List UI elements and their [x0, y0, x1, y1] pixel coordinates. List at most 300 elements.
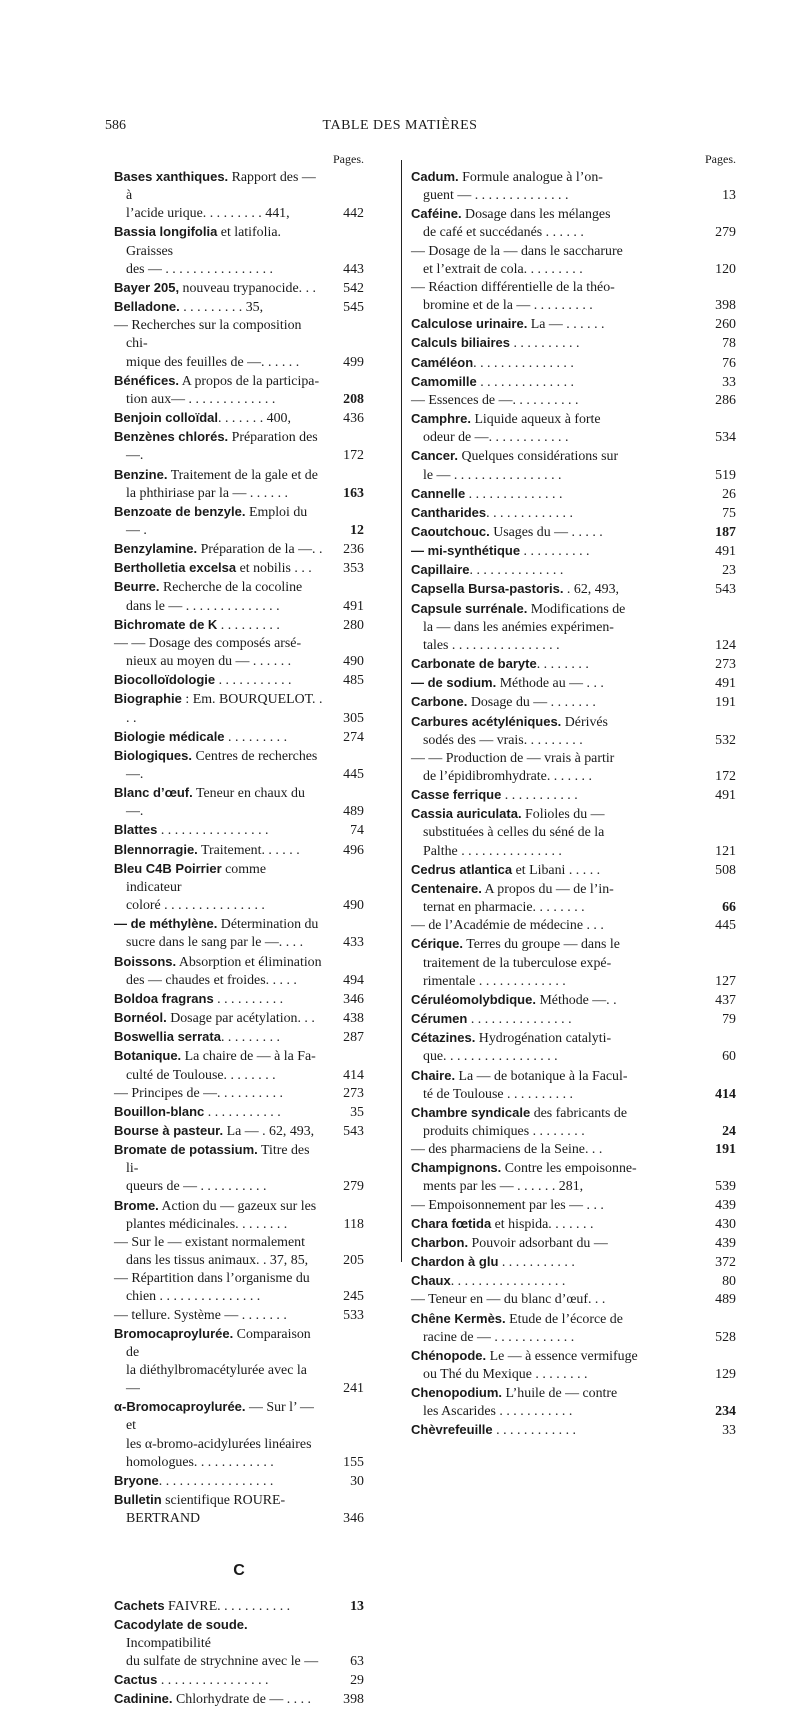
entry-text	[114, 559, 324, 578]
entry-page-number: 496	[343, 842, 364, 858]
entry-page-number: 208	[343, 391, 364, 407]
entry-description: Quelques considérations sur le — . . . . . . . . . . . . . . . .	[423, 449, 619, 483]
entry-headword: Boldoa fragrans	[114, 990, 214, 1006]
entry-page-number: 346	[343, 991, 364, 1007]
entry-headword: Biocolloïdologie	[114, 672, 216, 688]
entry-text	[114, 1491, 324, 1528]
entry-page-number: 74	[350, 823, 364, 839]
entry-page-number: 489	[343, 804, 364, 820]
entry-text	[411, 1010, 696, 1029]
index-entry	[411, 935, 736, 990]
index-entry	[114, 860, 364, 915]
entry-page-number: 280	[343, 617, 364, 633]
entry-headword: Bases xanthiques.	[114, 169, 229, 184]
entry-text	[411, 750, 696, 786]
index-entry	[114, 690, 364, 727]
entry-page-number: 241	[343, 1381, 364, 1397]
entry-text	[114, 223, 324, 278]
entry-text	[114, 1047, 324, 1084]
entry-description: . . . . . . . . .	[224, 729, 288, 745]
entry-headword: — de méthylène.	[114, 916, 218, 932]
entry-text	[411, 1234, 696, 1253]
index-entry	[411, 880, 736, 917]
entry-description: Dosage du — . . . . . . .	[467, 695, 596, 711]
entry-headword: Cacodylate de soude.	[114, 1616, 248, 1632]
entry-headword: Capillaire	[411, 562, 470, 578]
entry-headword: Chénopode.	[411, 1347, 487, 1363]
entry-text	[411, 917, 696, 935]
entry-headword: Boissons.	[114, 953, 177, 969]
entry-description: La — . 62, 493,	[223, 1123, 315, 1139]
entry-page-number: 414	[343, 1067, 364, 1083]
entry-page-number: 172	[715, 769, 736, 784]
index-entry	[114, 1197, 364, 1234]
entry-headword: Calculose urinaire.	[411, 316, 528, 332]
entry-page-number: 490	[343, 654, 364, 670]
entry-text	[114, 372, 324, 409]
entry-text	[114, 635, 324, 671]
entry-headword: Benzoate de benzyle.	[114, 503, 246, 519]
entry-headword: Belladone.	[114, 299, 180, 315]
entry-headword: Boswellia serrata	[114, 1029, 221, 1045]
entry-page-number: 245	[343, 1289, 364, 1305]
entry-description: Etude de l’écorce de racine de — . . . . . . . . . . . .	[423, 1311, 623, 1345]
index-entry	[114, 1491, 364, 1528]
entry-page-number: 163	[343, 485, 364, 501]
entry-headword: Bourse à pasteur.	[114, 1122, 224, 1138]
entry-text	[411, 991, 696, 1010]
entry-page-number: 23	[722, 563, 736, 579]
entry-page-number: 30	[350, 1473, 364, 1489]
entry-page-number: 439	[715, 1197, 736, 1213]
entries-b	[114, 168, 364, 1528]
index-entry	[114, 671, 364, 690]
entry-description: . . . . . . . . . . . . . . . . .	[158, 1473, 274, 1489]
index-entry	[114, 784, 364, 821]
entry-text	[114, 747, 324, 784]
index-entry	[114, 1009, 364, 1028]
entry-page-number: 79	[722, 1012, 736, 1028]
entry-text	[114, 860, 324, 915]
entry-description: — Empoisonnement par les — . . .	[411, 1197, 604, 1213]
entry-page-number: 437	[715, 992, 736, 1008]
entry-text	[411, 1141, 696, 1159]
entry-description: Pouvoir adsorbant du —	[468, 1235, 608, 1251]
entry-text	[114, 690, 324, 727]
entry-page-number: 279	[715, 225, 736, 241]
entry-page-number: 66	[722, 900, 736, 916]
index-entry	[114, 1671, 364, 1690]
entry-description: — Réaction différentielle de la théo- bromine et de la — . . . . . . . . .	[411, 279, 615, 314]
entry-page-number: 542	[343, 280, 364, 296]
entry-headword: Cannelle	[411, 485, 466, 501]
index-entry	[114, 953, 364, 990]
entry-page-number: 442	[343, 206, 364, 222]
entry-text	[411, 655, 696, 674]
entry-headword: Cachets	[114, 1597, 165, 1613]
entry-description: Contre les empoisonne- ments par les — . . . . . . 281,	[423, 1161, 637, 1195]
index-entry	[411, 693, 736, 712]
pages-label: Pages.	[705, 152, 736, 166]
entry-page-number: 80	[722, 1274, 736, 1290]
entry-headword: Blanc d’œuf.	[114, 785, 193, 801]
entry-text	[114, 821, 324, 840]
entry-page-number: 29	[350, 1673, 364, 1689]
entry-page-number: 274	[343, 729, 364, 745]
entry-headword: Carbonate de baryte	[411, 656, 537, 672]
index-entry	[411, 542, 736, 561]
index-entry	[114, 841, 364, 860]
left-column	[114, 150, 364, 1710]
entry-text	[411, 243, 696, 279]
entry-headword: Cérumen	[411, 1011, 468, 1027]
index-entry	[114, 317, 364, 371]
entry-text	[114, 1141, 324, 1196]
entry-text	[114, 168, 324, 223]
entry-text	[411, 935, 696, 990]
entry-page-number: 414	[715, 1086, 736, 1102]
entry-text	[411, 880, 696, 917]
index-entry	[114, 559, 364, 578]
entry-description: La chaire de — à la Fa- culté de Toulouse. . . . . . . .	[126, 1049, 316, 1083]
entry-description: — Principes de —. . . . . . . . . .	[114, 1085, 283, 1101]
entry-text	[114, 784, 324, 821]
entry-page-number: 35	[350, 1104, 364, 1120]
entry-text	[411, 1215, 696, 1234]
entry-headword: Camphre.	[411, 411, 471, 427]
entry-page-number: 120	[715, 261, 736, 277]
entry-text	[114, 466, 324, 503]
entry-headword: Camomille	[411, 373, 477, 389]
entry-text	[411, 205, 696, 242]
index-entry	[411, 805, 736, 860]
entry-page-number: 485	[343, 673, 364, 689]
entry-page-number: 499	[343, 354, 364, 370]
entry-description: A propos de la participa- tion aux— . . . . . . . . . . . . .	[126, 373, 320, 407]
entry-text	[411, 1347, 696, 1384]
entry-headword: Cadum.	[411, 169, 459, 184]
entry-headword: Bouillon-blanc	[114, 1103, 205, 1119]
entry-description: Emploi du — .	[126, 504, 308, 538]
index-entry	[114, 1690, 364, 1709]
index-entry	[411, 1234, 736, 1253]
entry-page-number: 491	[715, 788, 736, 804]
column-divider	[401, 160, 402, 1262]
entry-headword: Capsule surrénale.	[411, 600, 528, 616]
entry-headword: Bertholletia excelsa	[114, 560, 237, 576]
entry-description: Formule analogue à l’on- guent — . . . . . . . . . . . . . .	[423, 170, 603, 204]
entry-description: FAIVRE. . . . . . . . . . .	[164, 1598, 291, 1614]
entry-description: Traitement de la gale et de la phthiriase par la — . . . . . .	[126, 467, 318, 501]
entry-description: . . . . . . . 400,	[218, 411, 291, 427]
entry-description: Incompatibilité du sulfate de strychnine avec le —	[126, 1635, 319, 1670]
entry-page-number: 539	[715, 1179, 736, 1195]
entry-text	[114, 915, 324, 952]
entry-page-number: 494	[343, 972, 364, 988]
entry-text	[411, 1272, 696, 1291]
index-entry	[411, 1272, 736, 1291]
running-title: TABLE DES MATIÈRES	[322, 118, 478, 133]
index-entry	[114, 1047, 364, 1084]
entry-page-number: 534	[715, 430, 736, 446]
entry-description: — — Dosage des composés arsé- nieux au moyen du — . . . . . .	[114, 635, 302, 670]
entry-text	[411, 805, 696, 860]
index-entry	[114, 1234, 364, 1270]
entry-headword: Benzènes chlorés.	[114, 429, 229, 445]
index-entry	[411, 354, 736, 373]
entry-description: Absorption et élimination des — chaudes et froides. . . . .	[126, 954, 322, 988]
entry-text	[411, 354, 696, 373]
entry-page-number: 508	[715, 862, 736, 878]
entry-page-number: 127	[715, 973, 736, 989]
index-entry	[411, 315, 736, 334]
entry-description: Comparaison de la diéthylbromacétylurée avec la —	[126, 1326, 311, 1397]
entry-headword: Chenopodium.	[411, 1385, 502, 1401]
entry-headword: Chardon à glu	[411, 1254, 499, 1270]
entry-description: — tellure. Système — . . . . . . .	[114, 1307, 287, 1323]
index-entry	[114, 503, 364, 540]
entry-text	[114, 1307, 324, 1325]
entry-description: Préparation des—.	[126, 430, 318, 464]
entry-headword: Bassia longifolia	[114, 224, 218, 240]
entry-description: . . . . . . . . . .	[520, 544, 590, 560]
index-entry	[411, 410, 736, 447]
entry-description: . . . . . . . . . . . . . . .	[473, 355, 574, 371]
entry-text	[114, 503, 324, 540]
entry-page-number: 438	[343, 1011, 364, 1027]
entry-description: Traitement. . . . . .	[197, 842, 300, 858]
entry-page-number: 205	[343, 1253, 364, 1269]
index-entry	[411, 1215, 736, 1234]
entry-description: Rapport des — à l’acide urique. . . . . . . . . 441,	[126, 170, 316, 222]
entry-text	[114, 671, 324, 690]
index-entry	[114, 821, 364, 840]
entry-description: . . . . . . . . . .	[213, 991, 284, 1007]
section-letter: C	[233, 1562, 245, 1580]
index-entry	[411, 1197, 736, 1215]
entry-description: . . . . . . . . . . . . . .	[465, 486, 563, 502]
entry-headword: Cassia auriculata.	[411, 806, 522, 822]
entry-description: . . . . . . . . . . . .	[492, 1423, 576, 1439]
entry-headword: Bornéol.	[114, 1010, 167, 1026]
entry-text	[114, 728, 324, 747]
index-entry	[411, 205, 736, 242]
entry-page-number: 260	[715, 317, 736, 333]
entry-description: . . . . . . . . . . . . . . . .	[157, 1673, 269, 1689]
index-entry	[411, 243, 736, 279]
index-entry	[114, 428, 364, 465]
index-entry	[411, 1010, 736, 1029]
entry-page-number: 305	[343, 710, 364, 726]
entry-description: . . . . . . . . . . .	[215, 673, 292, 689]
entry-description: Dosage par acétylation. . .	[166, 1011, 315, 1027]
entry-headword: Bichromate de K	[114, 616, 218, 632]
index-entry	[411, 713, 736, 750]
entry-text	[114, 578, 324, 615]
entry-description: Chlorhydrate de — . . . .	[172, 1692, 312, 1708]
entry-page-number: 490	[343, 898, 364, 914]
index-entry	[411, 991, 736, 1010]
entry-page-number: 75	[722, 505, 736, 521]
entry-description: Dosage dans les mélanges de café et succédanés . . . . . .	[423, 207, 611, 241]
entry-description: Centres de recherches—.	[126, 748, 318, 782]
entry-text	[114, 1234, 324, 1270]
entry-headword: Blattes	[114, 822, 158, 838]
entry-text	[411, 1197, 696, 1215]
entry-headword: Chara fœtida	[411, 1215, 492, 1231]
entry-description: Usages du — . . . . .	[489, 524, 603, 540]
entry-description: . . . . . . . . . . . . . .	[469, 563, 564, 579]
index-entry	[114, 990, 364, 1009]
entry-headword: Bryone	[114, 1472, 159, 1488]
entry-description: scientifique ROURE-BERTRAND	[126, 1493, 286, 1527]
entry-description: La — de botanique à la Facul- té de Toulouse . . . . . . . . . .	[423, 1068, 628, 1102]
entry-page-number: 489	[715, 1292, 736, 1308]
index-entry	[411, 674, 736, 693]
entry-headword: Casse ferrique	[411, 787, 502, 803]
entry-description: Modifications de la — dans les anémies expérimen- tales . . . . . . . . . . . . . . . .	[423, 601, 626, 653]
entry-text	[114, 1690, 324, 1709]
entry-headword: Chèvrefeuille	[411, 1422, 493, 1438]
index-entry	[411, 750, 736, 786]
entry-description: Titre des li- queurs de — . . . . . . . . . .	[126, 1143, 310, 1195]
index-entry	[114, 298, 364, 317]
entry-text	[114, 616, 324, 635]
entry-description: — Répartition dans l’organisme du chien . . . . . . . . . . . . . . .	[114, 1271, 310, 1305]
entry-page-number: 372	[715, 1255, 736, 1271]
entry-description: La — . . . . . .	[527, 317, 605, 333]
index-entry	[114, 1597, 364, 1616]
entry-page-number: 155	[343, 1454, 364, 1470]
index-entry	[114, 372, 364, 409]
entry-description: . . . . . . . . . .	[510, 336, 580, 352]
entry-page-number: 532	[715, 732, 736, 748]
index-entry	[411, 1291, 736, 1309]
index-entry	[114, 1325, 364, 1399]
entry-text	[114, 279, 324, 298]
entry-text	[411, 1421, 696, 1440]
entry-page-number: 491	[343, 598, 364, 614]
entry-page-number: 187	[715, 524, 736, 540]
index-entry	[114, 540, 364, 559]
entry-text	[114, 540, 324, 559]
entry-page-number: 398	[715, 298, 736, 314]
entry-text	[114, 841, 324, 860]
index-entry	[114, 1141, 364, 1196]
entry-text	[114, 298, 324, 317]
entry-headword: Chêne Kermès.	[411, 1310, 506, 1326]
entries-c	[114, 1597, 364, 1710]
index-entry	[114, 635, 364, 671]
entry-text	[411, 1253, 696, 1272]
entry-text	[411, 392, 696, 410]
entry-page-number: 273	[343, 1085, 364, 1101]
entry-text	[114, 1197, 324, 1234]
entry-description: Folioles du — substituées à celles du séné de la Palthe . . . . . . . . . . . . . . .	[423, 807, 605, 859]
entry-page-number: 445	[715, 918, 736, 934]
index-entry	[411, 392, 736, 410]
entry-headword: Biographie	[114, 691, 182, 707]
entry-page-number: 124	[715, 637, 736, 653]
entry-headword: — mi-synthétique	[411, 543, 521, 559]
entry-text	[411, 674, 696, 693]
entry-text	[411, 1159, 696, 1196]
index-entry	[411, 1310, 736, 1347]
entry-page-number: 12	[350, 522, 364, 538]
entry-page-number: 286	[715, 392, 736, 408]
index-entry	[114, 915, 364, 952]
entry-text	[114, 1028, 324, 1047]
entry-text	[411, 447, 696, 484]
entry-text	[114, 317, 324, 371]
entry-headword: Benzine.	[114, 466, 168, 482]
index-entry	[114, 616, 364, 635]
index-entry	[114, 1616, 364, 1671]
entry-page-number: 398	[343, 1692, 364, 1708]
entry-page-number: 279	[343, 1179, 364, 1195]
entry-page-number: 287	[343, 1030, 364, 1046]
entry-page-number: 121	[715, 843, 736, 859]
entry-headword: Benjoin colloïdal	[114, 410, 219, 426]
entry-headword: Capsella Bursa-pastoris.	[411, 581, 564, 597]
entry-page-number: 436	[343, 411, 364, 427]
entry-description: L’huile de — contre les Ascarides . . . . . . . . . . .	[423, 1386, 618, 1420]
entry-headword: Céruléomolybdique.	[411, 991, 536, 1007]
entry-page-number: 528	[715, 1329, 736, 1345]
entry-text	[114, 1472, 324, 1491]
entry-headword: Blennorragie.	[114, 841, 198, 857]
entry-page-number: 533	[343, 1307, 364, 1323]
entry-description: — — Production de — vrais à partir de l’épidibromhydrate. . . . . . .	[411, 750, 615, 784]
entry-headword: Caoutchouc.	[411, 523, 490, 539]
entry-description: . 62, 493,	[563, 582, 620, 598]
page-number: 586	[105, 118, 126, 133]
index-entry	[114, 466, 364, 503]
entry-description: Recherche de la cocoline dans le — . . . . . . . . . . . . . .	[126, 580, 303, 614]
entry-description: — Recherches sur la composition chi- mique des feuilles de —. . . . . .	[114, 318, 302, 370]
entry-headword: Bromate de potassium.	[114, 1142, 258, 1158]
index-entry	[411, 1104, 736, 1141]
entry-description: Action du — gazeux sur les plantes médicinales. . . . . . . .	[126, 1198, 317, 1232]
entry-headword: Caféine.	[411, 206, 462, 222]
entry-headword: Bulletin	[114, 1492, 162, 1508]
index-entry	[114, 1472, 364, 1491]
index-entry	[114, 1085, 364, 1103]
entry-text	[114, 990, 324, 1009]
entry-headword: Chaux	[411, 1273, 451, 1289]
entry-page-number: 172	[343, 448, 364, 464]
entry-page-number: 129	[715, 1367, 736, 1382]
entry-text	[114, 1122, 324, 1141]
entry-description: Le — à essence vermifuge ou Thé du Mexique . . . . . . . .	[423, 1348, 638, 1382]
entry-headword: Biologiques.	[114, 747, 192, 763]
entry-description: . . . . . . . . . . . . .	[486, 505, 573, 521]
entry-headword: Bromocaproylurée.	[114, 1325, 234, 1341]
index-entry	[114, 1028, 364, 1047]
entry-description: et Libani . . . . .	[512, 862, 601, 878]
index-entry	[114, 578, 364, 615]
entry-headword: Beurre.	[114, 579, 160, 595]
entry-description: Dérivés sodés des — vrais. . . . . . . . .	[423, 714, 608, 748]
entry-page-number: 191	[715, 695, 736, 711]
index-entry	[411, 447, 736, 484]
entry-page-number: 63	[350, 1654, 364, 1670]
entry-headword: Champignons.	[411, 1160, 502, 1176]
entry-page-number: 78	[722, 336, 736, 352]
entry-text	[114, 1085, 324, 1103]
entry-page-number: 443	[343, 261, 364, 277]
entry-description: . . . . . . . . . . .	[204, 1104, 281, 1120]
